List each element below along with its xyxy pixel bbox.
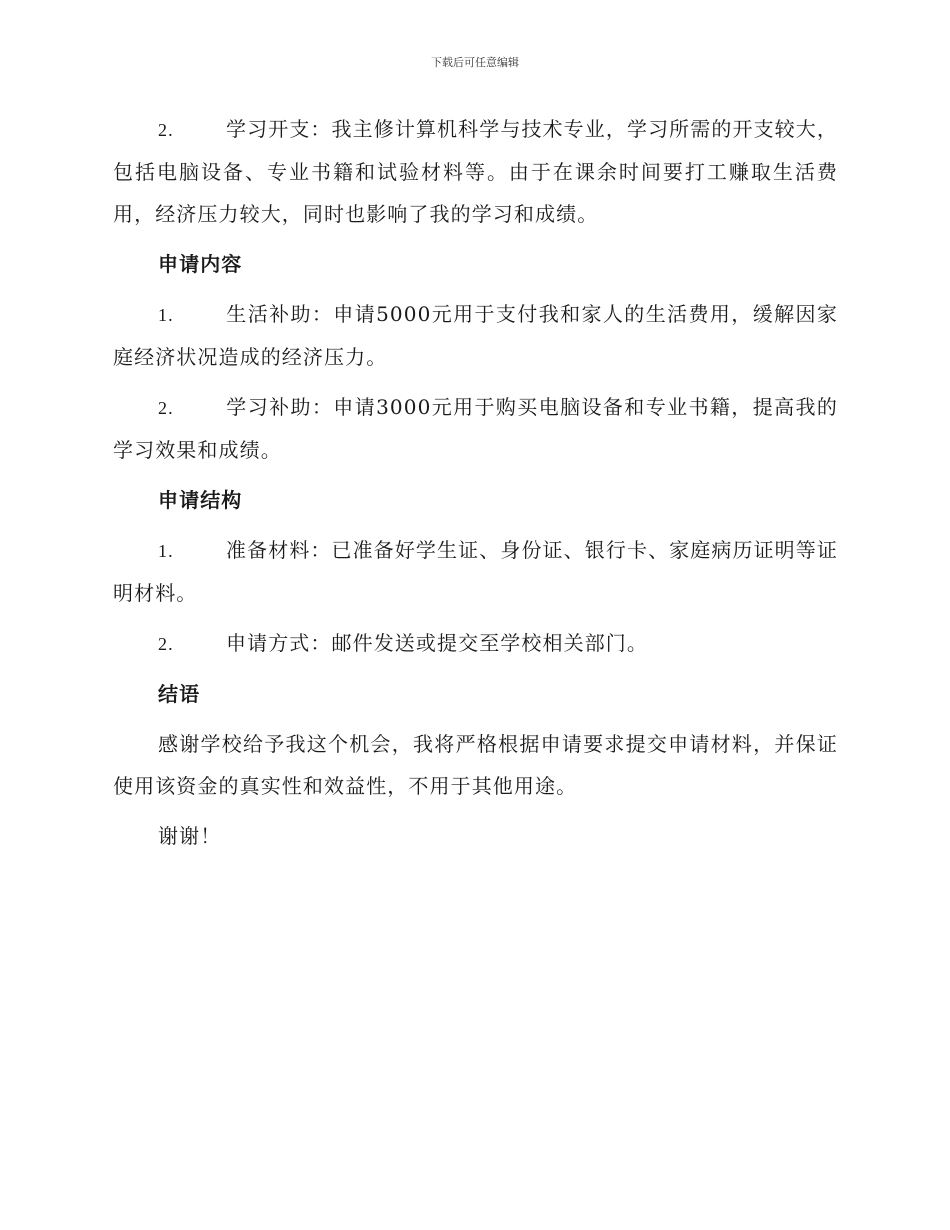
paragraph-text: 学习补助：申请3000元用于购买电脑设备和专业书籍，提高我的学习效果和成绩。 xyxy=(113,395,838,462)
section-heading-application-content: 申请内容 xyxy=(158,252,243,276)
list-number: 2. xyxy=(158,634,174,654)
paragraph-text: 生活补助：申请5000元用于支付我和家人的生活费用，缓解因家庭经济状况造成的经济压力。 xyxy=(113,302,838,369)
document-body xyxy=(113,108,838,865)
paragraph-text: 申请方式：邮件发送或提交至学校相关部门。 xyxy=(226,631,648,655)
paragraph-thank-you: 谢谢！ xyxy=(158,824,222,848)
list-number: 1. xyxy=(158,541,174,561)
list-item-study-subsidy xyxy=(113,386,838,471)
paragraph-text: 学习开支：我主修计算机科学与技术专业，学习所需的开支较大，包括电脑设备、专业书籍和试验材料等。由于在课余时间要打工赚取生活费用，经济压力较大，同时也影响了我的学习和成绩。 xyxy=(113,117,838,226)
page-header: 下载后可任意编辑 xyxy=(431,56,519,69)
list-number: 2. xyxy=(158,398,174,418)
paragraph-text: 准备材料：已准备好学生证、身份证、银行卡、家庭病历证明等证明材料。 xyxy=(113,538,838,605)
paragraph-thanks-school: 感谢学校给予我这个机会，我将严格根据申请要求提交申请材料，并保证使用该资金的真实性和效益性，不用于其他用途。 xyxy=(113,732,838,798)
list-item-application-method xyxy=(113,622,838,665)
list-item-living-subsidy xyxy=(113,293,838,378)
list-item-study-expense xyxy=(113,108,838,235)
list-number: 1. xyxy=(158,305,174,325)
section-heading-conclusion: 结语 xyxy=(158,682,201,706)
list-number: 2. xyxy=(158,120,174,140)
list-item-prepare-materials xyxy=(113,529,838,614)
section-heading-application-structure: 申请结构 xyxy=(158,488,243,512)
